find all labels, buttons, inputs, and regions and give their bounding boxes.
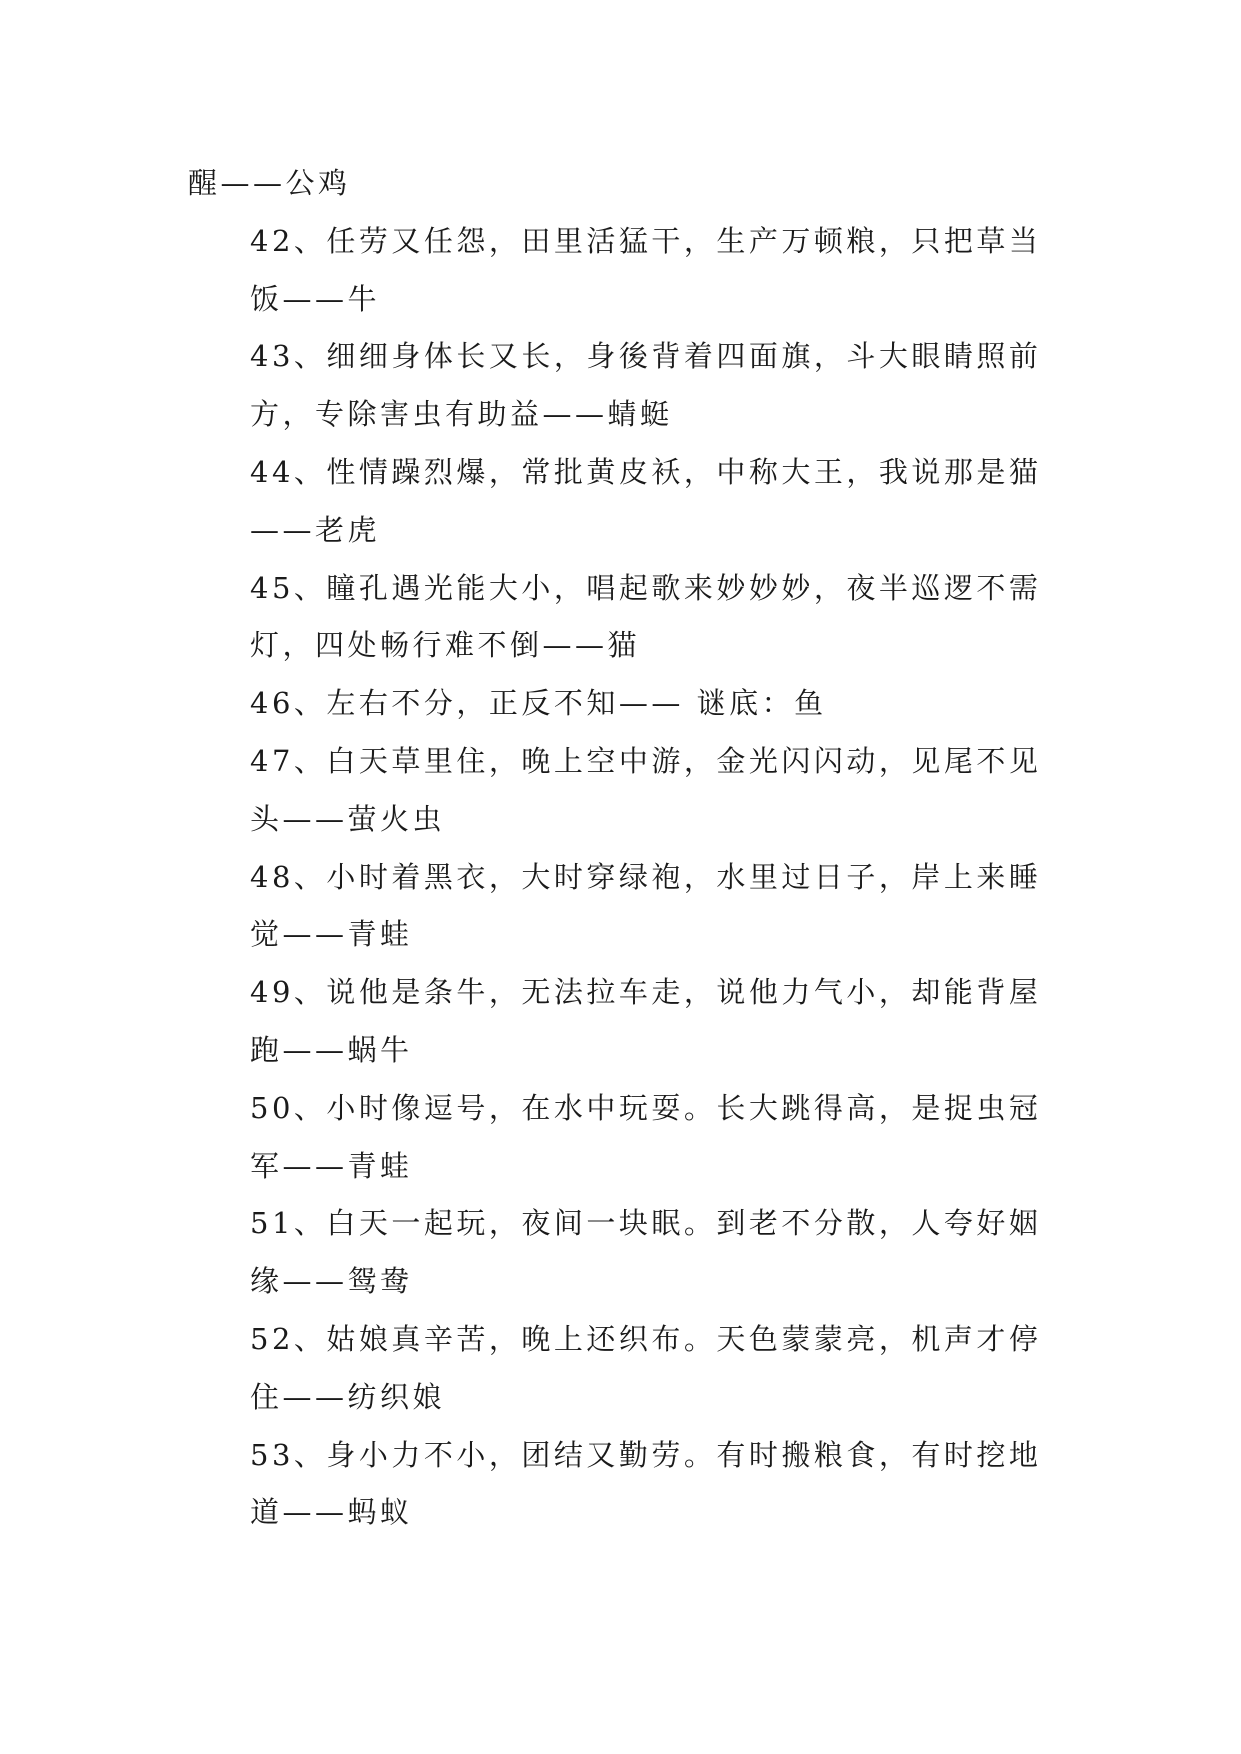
text-line: 44、性情躁烈爆，常批黄皮袄，中称大王，我说那是猫 [250,454,1042,489]
text-line: 方，专除害虫有助益——蜻蜓 [250,397,673,432]
text-line: 53、身小力不小，团结又勤劳。有时搬粮食，有时挖地 [250,1437,1042,1472]
text-line: 灯，四处畅行难不倒——猫 [250,628,641,663]
text-line: 47、白天草里住，晚上空中游，金光闪闪动，见尾不见 [250,743,1042,778]
text-line: 跑——蜗牛 [250,1032,413,1067]
riddle-paragraph [188,155,1068,213]
text-line: 头——萤火虫 [250,801,446,836]
text-line: 缘——鸳鸯 [250,1264,413,1299]
text-line: ——老虎 [250,512,381,547]
text-line: 军——青蛙 [250,1148,413,1183]
riddle-paragraph [188,444,1068,560]
riddle-paragraph [188,560,1068,676]
riddle-paragraph [188,964,1068,1080]
riddle-paragraph [188,733,1068,849]
text-line: 42、任劳又任怨，田里活猛干，生产万顿粮，只把草当 [250,223,1042,258]
riddle-paragraph [188,1427,1068,1543]
text-line: 43、细细身体长又长，身後背着四面旗，斗大眼睛照前 [250,339,1042,374]
document-body [188,155,1068,1542]
riddle-paragraph [188,328,1068,444]
riddle-paragraph [188,1195,1068,1311]
text-line: 50、小时像逗号，在水中玩耍。长大跳得高，是捉虫冠 [250,1090,1042,1125]
riddle-paragraph [188,675,1068,733]
text-line: 52、姑娘真辛苦，晚上还织布。天色蒙蒙亮，机声才停 [250,1321,1042,1356]
riddle-paragraph [188,1311,1068,1427]
text-line: 住——纺织娘 [250,1379,446,1414]
text-line: 道——蚂蚁 [250,1495,413,1530]
riddle-paragraph [188,213,1068,329]
riddle-paragraph [188,849,1068,965]
text-line: 醒——公鸡 [188,166,351,200]
text-line: 51、白天一起玩，夜间一块眠。到老不分散，人夸好姻 [250,1206,1042,1241]
text-line: 48、小时着黑衣，大时穿绿袍，水里过日子，岸上来睡 [250,859,1042,894]
text-line: 觉——青蛙 [250,917,413,952]
text-line: 46、左右不分，正反不知—— 谜底：鱼 [250,686,827,721]
text-line: 45、瞳孔遇光能大小，唱起歌来妙妙妙，夜半巡逻不需 [250,570,1042,605]
text-line: 饭——牛 [250,281,381,316]
text-line: 49、说他是条牛，无法拉车走，说他力气小，却能背屋 [250,975,1042,1010]
riddle-paragraph [188,1080,1068,1196]
